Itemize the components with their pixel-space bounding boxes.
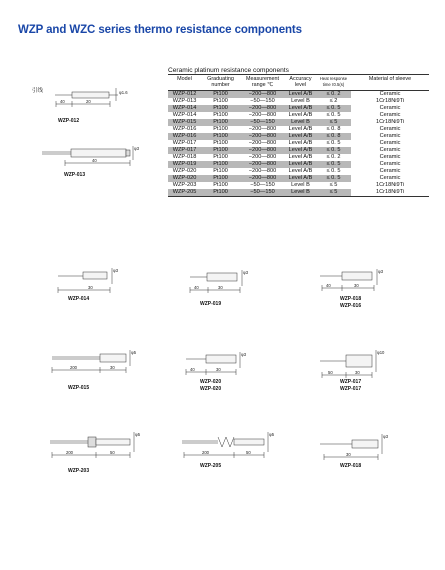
cell-model: WZP-019: [168, 161, 201, 168]
dim-wzp-020-b: 30: [216, 367, 221, 372]
cell-time: ≤ 0. 5: [316, 168, 351, 175]
dim-wzp-018-a: 40: [326, 283, 331, 288]
cell-model: WZP-012: [168, 91, 201, 99]
cell-acc: Level A/B: [285, 168, 316, 175]
cell-sleeve: Ceramic: [351, 147, 429, 154]
header-response-time: Heat response time τ0.5(s): [316, 75, 351, 91]
cell-acc: Level A/B: [285, 147, 316, 154]
cell-grad: Pt100: [201, 133, 240, 140]
cell-sleeve: Ceramic: [351, 175, 429, 182]
drawing-wzp-012: [55, 88, 118, 107]
cell-grad: Pt100: [201, 112, 240, 119]
cell-time: ≤ 0. 5: [316, 140, 351, 147]
cell-grad: Pt100: [201, 175, 240, 182]
cell-range: −200—800: [240, 126, 285, 133]
dim-wzp-018b-a: 30: [346, 452, 351, 457]
cell-model: WZP-017: [168, 140, 201, 147]
dim-wzp-018b-b: φ3: [383, 434, 389, 439]
dim-wzp-012-a: 40: [60, 99, 65, 104]
cell-acc: Level B: [285, 98, 316, 105]
dim-wzp-018-b: 30: [354, 283, 359, 288]
cell-time: ≤ 0. 8: [316, 133, 351, 140]
cell-range: −50—150: [240, 98, 285, 105]
cell-model: WZP-016: [168, 133, 201, 140]
dim-wzp-020-c: φ3: [241, 352, 247, 357]
cell-grad: Pt100: [201, 168, 240, 175]
dim-wzp-020-a: 40: [190, 367, 195, 372]
cell-range: −200—800: [240, 140, 285, 147]
dim-wzp-014-a: 30: [88, 285, 93, 290]
caption-wzp-020b: WZP-020: [200, 386, 222, 392]
caption-wzp-019: WZP-019: [200, 301, 222, 307]
table-caption: Ceramic platinum resistance components: [168, 67, 289, 74]
dim-wzp-015-c: φ5: [131, 350, 137, 355]
drawing-wzp-013: [42, 146, 133, 166]
caption-wzp-203: WZP-203: [68, 468, 90, 474]
cell-acc: Level A/B: [285, 154, 316, 161]
cell-sleeve: Ceramic: [351, 168, 429, 175]
cell-sleeve: Ceramic: [351, 112, 429, 119]
cell-model: WZP-020: [168, 175, 201, 182]
caption-wzp-020a: WZP-020: [200, 379, 222, 385]
cell-sleeve: Ceramic: [351, 154, 429, 161]
dim-wzp-018-c: φ3: [378, 269, 384, 274]
cell-acc: Level A/B: [285, 105, 316, 112]
cell-range: −50—150: [240, 119, 285, 126]
cell-model: WZP-020: [168, 168, 201, 175]
caption-wzp-205: WZP-205: [200, 463, 222, 469]
cell-sleeve: 1Cr18Ni9Ti: [351, 189, 429, 197]
dim-wzp-013-b: φ3: [134, 146, 140, 151]
drawing-wzp-203: [50, 432, 134, 458]
cell-range: −200—800: [240, 105, 285, 112]
header-range: Measurement range ℃: [240, 75, 285, 91]
dim-wzp-014-b: φ3: [113, 268, 119, 273]
caption-wzp-012: WZP-012: [58, 118, 80, 124]
cell-acc: Level A/B: [285, 112, 316, 119]
cell-time: ≤ 0. 5: [316, 112, 351, 119]
leadwire-label: 引线: [32, 88, 44, 94]
caption-wzp-017a: WZP-017: [340, 379, 362, 385]
drawing-wzp-015: [52, 350, 130, 373]
cell-time: ≤ 0. 2: [316, 154, 351, 161]
cell-model: WZP-014: [168, 105, 201, 112]
cell-sleeve: Ceramic: [351, 140, 429, 147]
cell-sleeve: 1Cr18Ni9Ti: [351, 98, 429, 105]
cell-grad: Pt100: [201, 161, 240, 168]
header-sleeve: Material of sleeve: [351, 75, 429, 91]
header-model: Model: [168, 75, 201, 91]
drawing-wzp-018b: [320, 434, 382, 460]
cell-grad: Pt100: [201, 126, 240, 133]
header-accuracy: Accuracy level: [285, 75, 316, 91]
dim-wzp-015-b: 30: [110, 365, 115, 370]
caption-wzp-013: WZP-013: [64, 172, 86, 178]
cell-acc: Level B: [285, 119, 316, 126]
cell-range: −200—800: [240, 161, 285, 168]
cell-model: WZP-018: [168, 154, 201, 161]
dim-wzp-012-c: φ1.6: [119, 90, 128, 95]
dim-wzp-017-c: φ10: [377, 350, 385, 355]
cell-time: ≤ 0. 5: [316, 147, 351, 154]
cell-acc: Level A/B: [285, 133, 316, 140]
cell-acc: Level B: [285, 182, 316, 189]
cell-model: WZP-017: [168, 147, 201, 154]
cell-acc: Level B: [285, 189, 316, 197]
cell-model: WZP-203: [168, 182, 201, 189]
dim-wzp-017-a: 50: [328, 370, 333, 375]
drawing-wzp-014: [58, 268, 112, 293]
dim-wzp-205-a: 200: [202, 450, 209, 455]
drawing-wzp-205: [182, 432, 268, 458]
cell-grad: Pt100: [201, 105, 240, 112]
cell-grad: Pt100: [201, 189, 240, 197]
cell-grad: Pt100: [201, 140, 240, 147]
cell-time: ≤ 5: [316, 182, 351, 189]
cell-grad: Pt100: [201, 98, 240, 105]
dim-wzp-019-b: 30: [218, 285, 223, 290]
cell-sleeve: Ceramic: [351, 105, 429, 112]
dim-wzp-205-c: φ5: [269, 432, 275, 437]
cell-sleeve: Ceramic: [351, 91, 429, 99]
cell-acc: Level A/B: [285, 126, 316, 133]
cell-sleeve: Ceramic: [351, 126, 429, 133]
caption-wzp-016: WZP-016: [340, 303, 362, 309]
cell-range: −200—800: [240, 112, 285, 119]
cell-model: WZP-015: [168, 119, 201, 126]
caption-wzp-018: WZP-018: [340, 296, 362, 302]
cell-sleeve: Ceramic: [351, 133, 429, 140]
cell-grad: Pt100: [201, 91, 240, 99]
cell-grad: Pt100: [201, 154, 240, 161]
cell-time: ≤ 0. 5: [316, 105, 351, 112]
cell-acc: Level A/B: [285, 161, 316, 168]
caption-wzp-015: WZP-015: [68, 385, 90, 391]
cell-acc: Level A/B: [285, 175, 316, 182]
cell-range: −200—800: [240, 175, 285, 182]
caption-wzp-017b: WZP-017: [340, 386, 362, 392]
dim-wzp-015-a: 200: [70, 365, 77, 370]
cell-time: ≤ 0. 5: [316, 161, 351, 168]
cell-time: ≤ 0. 8: [316, 126, 351, 133]
caption-wzp-018b: WZP-018: [340, 463, 362, 469]
header-graduating: Graduating number: [201, 75, 240, 91]
cell-grad: Pt100: [201, 147, 240, 154]
cell-time: ≤ 5: [316, 119, 351, 126]
cell-range: −50—150: [240, 182, 285, 189]
cell-model: WZP-016: [168, 126, 201, 133]
page-title: WZP and WZC series thermo resistance components: [18, 24, 302, 36]
dim-wzp-012-b: 20: [86, 99, 91, 104]
dim-wzp-203-b: 50: [110, 450, 115, 455]
cell-range: −200—800: [240, 133, 285, 140]
cell-grad: Pt100: [201, 119, 240, 126]
cell-acc: Level A/B: [285, 140, 316, 147]
dim-wzp-203-a: 200: [66, 450, 73, 455]
cell-time: ≤ 0. 5: [316, 175, 351, 182]
dim-wzp-019-c: φ3: [243, 270, 249, 275]
dim-wzp-203-c: φ5: [135, 432, 141, 437]
cell-range: −200—800: [240, 168, 285, 175]
cell-model: WZP-205: [168, 189, 201, 197]
cell-sleeve: Ceramic: [351, 161, 429, 168]
cell-time: ≤ 0. 2: [316, 91, 351, 99]
dim-wzp-013-a: 40: [92, 158, 97, 163]
cell-acc: Level A/B: [285, 91, 316, 99]
cell-sleeve: 1Cr18Ni9Ti: [351, 119, 429, 126]
cell-range: −200—800: [240, 147, 285, 154]
cell-range: −50—150: [240, 189, 285, 197]
dim-wzp-017-b: 30: [355, 370, 360, 375]
cell-time: ≤ 2: [316, 98, 351, 105]
cell-grad: Pt100: [201, 182, 240, 189]
cell-range: −200—800: [240, 154, 285, 161]
cell-sleeve: 1Cr18Ni9Ti: [351, 182, 429, 189]
dim-wzp-019-a: 40: [194, 285, 199, 290]
cell-time: ≤ 5: [316, 189, 351, 197]
cell-range: −200—800: [240, 91, 285, 99]
cell-model: WZP-014: [168, 112, 201, 119]
dim-wzp-205-b: 50: [246, 450, 251, 455]
caption-wzp-014: WZP-014: [68, 296, 90, 302]
cell-model: WZP-013: [168, 98, 201, 105]
